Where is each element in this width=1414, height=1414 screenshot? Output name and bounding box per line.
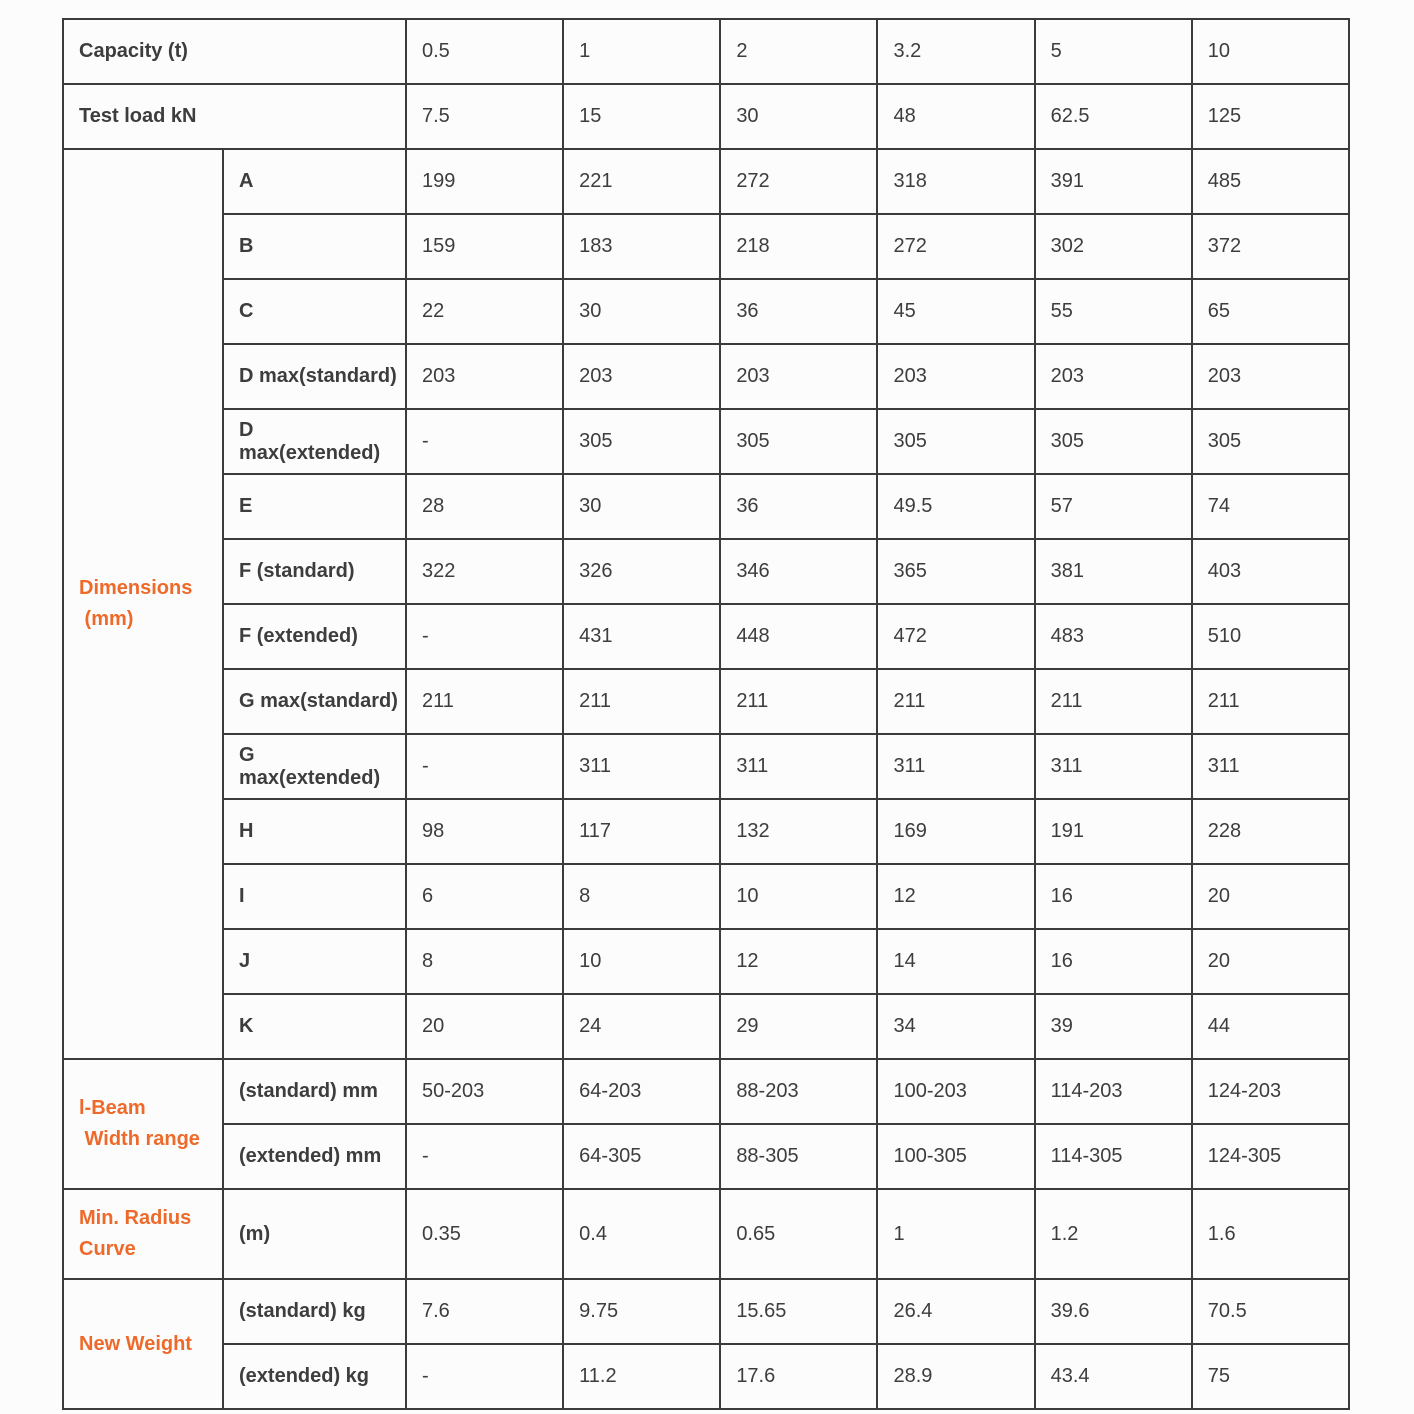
table-row [63,474,1349,539]
value-cell: 29 [720,994,877,1059]
value-cell: 17.6 [720,1344,877,1409]
value-cell: - [406,409,563,474]
value-cell: 372 [1192,214,1349,279]
table-row [63,539,1349,604]
value-cell: 28 [406,474,563,539]
table-row [63,1189,1349,1279]
sub-label-cell: (extended) mm [223,1124,406,1189]
sub-label-cell: D max(standard) [223,344,406,409]
value-cell: 100-305 [877,1124,1034,1189]
value-cell: 8 [406,929,563,994]
value-cell: 318 [877,149,1034,214]
value-cell: 8 [563,864,720,929]
value-cell: 159 [406,214,563,279]
table-row [63,279,1349,344]
value-cell: 346 [720,539,877,604]
table-row [63,734,1349,799]
value-cell: 431 [563,604,720,669]
value-cell: 45 [877,279,1034,344]
value-cell: 12 [877,864,1034,929]
value-cell: 98 [406,799,563,864]
value-cell: 28.9 [877,1344,1034,1409]
sub-label-cell: (m) [223,1189,406,1279]
value-cell: 211 [1035,669,1192,734]
value-cell: 20 [1192,929,1349,994]
sub-label-cell: C [223,279,406,344]
value-cell: 114-305 [1035,1124,1192,1189]
table-row [63,799,1349,864]
value-cell: 15.65 [720,1279,877,1344]
value-cell: 124-203 [1192,1059,1349,1124]
value-cell: 0.35 [406,1189,563,1279]
sub-label-cell: H [223,799,406,864]
value-cell: 124-305 [1192,1124,1349,1189]
table-row [63,149,1349,214]
group-label-line: Min. Radius [79,1207,192,1229]
value-cell: 191 [1035,799,1192,864]
group-label-line: (mm) [79,608,134,630]
value-cell: 1 [563,19,720,84]
value-cell: 1.6 [1192,1189,1349,1279]
value-cell: 203 [563,344,720,409]
value-cell: 7.5 [406,84,563,149]
value-cell: 70.5 [1192,1279,1349,1344]
table-row [63,1059,1349,1124]
value-cell: 39 [1035,994,1192,1059]
value-cell: 211 [563,669,720,734]
sub-label-cell: I [223,864,406,929]
value-cell: 211 [877,669,1034,734]
value-cell: 483 [1035,604,1192,669]
value-cell: 448 [720,604,877,669]
value-cell: 403 [1192,539,1349,604]
value-cell: 311 [563,734,720,799]
sub-label-cell: (standard) kg [223,1279,406,1344]
value-cell: 14 [877,929,1034,994]
value-cell: 510 [1192,604,1349,669]
value-cell: 311 [1192,734,1349,799]
value-cell: 43.4 [1035,1344,1192,1409]
value-cell: 30 [563,279,720,344]
table-row [63,344,1349,409]
value-cell: 218 [720,214,877,279]
row-label-cell: Test load kN [63,84,406,149]
value-cell: 311 [720,734,877,799]
value-cell: 203 [877,344,1034,409]
value-cell: 48 [877,84,1034,149]
value-cell: 0.5 [406,19,563,84]
sub-label-cell: D max(extended) [223,409,406,474]
value-cell: 169 [877,799,1034,864]
value-cell: 203 [1192,344,1349,409]
group-label-line: l-Beam [79,1097,146,1119]
group-label-cell [63,1059,223,1189]
value-cell: 183 [563,214,720,279]
value-cell: 391 [1035,149,1192,214]
sub-label-cell: J [223,929,406,994]
value-cell: 125 [1192,84,1349,149]
value-cell: 302 [1035,214,1192,279]
value-cell: 0.4 [563,1189,720,1279]
sub-label-cell: (standard) mm [223,1059,406,1124]
value-cell: 49.5 [877,474,1034,539]
value-cell: 322 [406,539,563,604]
value-cell: 203 [406,344,563,409]
value-cell: 1 [877,1189,1034,1279]
value-cell: 114-203 [1035,1059,1192,1124]
group-label-line: Dimensions [79,577,193,599]
value-cell: 211 [1192,669,1349,734]
group-label-cell [63,149,223,1059]
value-cell: 199 [406,149,563,214]
group-label-line: Curve [79,1238,136,1260]
spec-table-container [62,18,1350,1410]
group-label-cell [63,1189,223,1279]
value-cell: 381 [1035,539,1192,604]
value-cell: 20 [406,994,563,1059]
value-cell: 2 [720,19,877,84]
sub-label-cell: (extended) kg [223,1344,406,1409]
value-cell: 305 [563,409,720,474]
value-cell: 211 [406,669,563,734]
sub-label-cell: E [223,474,406,539]
group-label-line: New Weight [79,1332,192,1355]
value-cell: 100-203 [877,1059,1034,1124]
value-cell: 305 [1192,409,1349,474]
spec-table [62,18,1350,1410]
table-row [63,1344,1349,1409]
value-cell: 88-305 [720,1124,877,1189]
value-cell: 7.6 [406,1279,563,1344]
value-cell: - [406,604,563,669]
value-cell: 75 [1192,1344,1349,1409]
value-cell: 10 [1192,19,1349,84]
value-cell: 211 [720,669,877,734]
table-row [63,994,1349,1059]
value-cell: 55 [1035,279,1192,344]
value-cell: 228 [1192,799,1349,864]
sub-label-cell: K [223,994,406,1059]
value-cell: 1.2 [1035,1189,1192,1279]
table-row [63,409,1349,474]
group-label-line: Width range [79,1128,200,1150]
value-cell: 64-305 [563,1124,720,1189]
value-cell: 311 [1035,734,1192,799]
group-label-cell [63,1279,223,1409]
value-cell: 24 [563,994,720,1059]
sub-label-cell: A [223,149,406,214]
value-cell: 132 [720,799,877,864]
sub-label-cell: F (extended) [223,604,406,669]
value-cell: 10 [720,864,877,929]
value-cell: 305 [1035,409,1192,474]
value-cell: 326 [563,539,720,604]
sub-label-cell: G max(extended) [223,734,406,799]
value-cell: 39.6 [1035,1279,1192,1344]
value-cell: 26.4 [877,1279,1034,1344]
value-cell: 65 [1192,279,1349,344]
sub-label-cell: B [223,214,406,279]
value-cell: 0.65 [720,1189,877,1279]
value-cell: 36 [720,474,877,539]
table-row [63,19,1349,84]
value-cell: - [406,1344,563,1409]
table-row [63,864,1349,929]
value-cell: 88-203 [720,1059,877,1124]
value-cell: 30 [563,474,720,539]
value-cell: 12 [720,929,877,994]
value-cell: 74 [1192,474,1349,539]
value-cell: 305 [720,409,877,474]
value-cell: 11.2 [563,1344,720,1409]
value-cell: 305 [877,409,1034,474]
value-cell: 485 [1192,149,1349,214]
table-row [63,604,1349,669]
table-row [63,929,1349,994]
value-cell: 16 [1035,864,1192,929]
value-cell: 221 [563,149,720,214]
value-cell: 472 [877,604,1034,669]
value-cell: 16 [1035,929,1192,994]
value-cell: 44 [1192,994,1349,1059]
value-cell: 34 [877,994,1034,1059]
value-cell: 365 [877,539,1034,604]
table-row [63,214,1349,279]
value-cell: 30 [720,84,877,149]
value-cell: 117 [563,799,720,864]
sub-label-cell: G max(standard) [223,669,406,734]
value-cell: 50-203 [406,1059,563,1124]
value-cell: 57 [1035,474,1192,539]
value-cell: - [406,1124,563,1189]
table-row [63,669,1349,734]
value-cell: 36 [720,279,877,344]
value-cell: 10 [563,929,720,994]
value-cell: 5 [1035,19,1192,84]
value-cell: 20 [1192,864,1349,929]
sub-label-cell: F (standard) [223,539,406,604]
value-cell: 272 [877,214,1034,279]
value-cell: 311 [877,734,1034,799]
table-row [63,1124,1349,1189]
table-row [63,1279,1349,1344]
value-cell: 15 [563,84,720,149]
value-cell: 64-203 [563,1059,720,1124]
value-cell: 9.75 [563,1279,720,1344]
value-cell: 272 [720,149,877,214]
value-cell: 62.5 [1035,84,1192,149]
table-row [63,84,1349,149]
row-label-cell: Capacity (t) [63,19,406,84]
value-cell: 203 [1035,344,1192,409]
value-cell: 6 [406,864,563,929]
value-cell: 22 [406,279,563,344]
value-cell: 203 [720,344,877,409]
value-cell: 3.2 [877,19,1034,84]
value-cell: - [406,734,563,799]
